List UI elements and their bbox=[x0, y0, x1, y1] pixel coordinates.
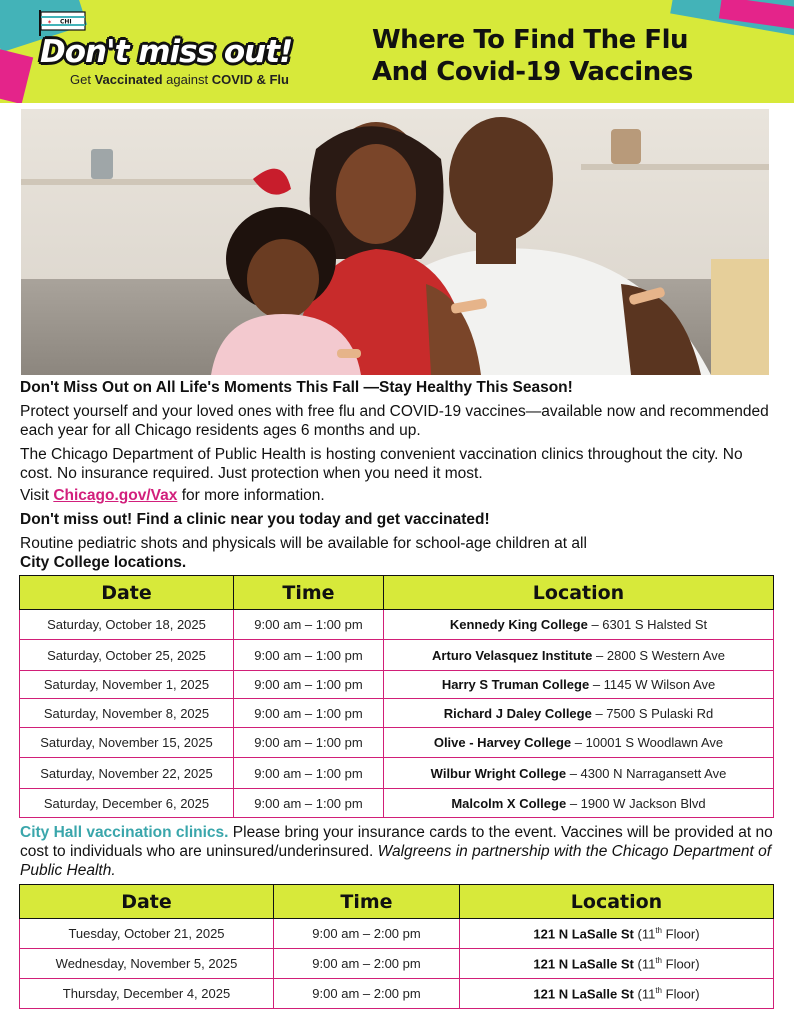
location-name: Richard J Daley College bbox=[443, 705, 592, 721]
location-address: – 4300 N Narragansett Ave bbox=[569, 765, 727, 781]
location-address: – 7500 S Pulaski Rd bbox=[595, 705, 714, 721]
date-cell: Saturday, November 15, 2025 bbox=[20, 728, 234, 758]
location-cell bbox=[384, 789, 774, 818]
date-cell: Tuesday, October 21, 2025 bbox=[20, 919, 274, 949]
campaign-logo bbox=[40, 34, 356, 87]
location-name: Wilbur Wright College bbox=[430, 765, 567, 781]
location-address: – 10001 S Woodlawn Ave bbox=[574, 735, 724, 750]
cta-heading: Don't miss out! Find a clinic near you today and get vaccinated! bbox=[20, 511, 490, 528]
location-cell bbox=[460, 949, 774, 979]
table-row bbox=[20, 699, 774, 728]
svg-text:✶: ✶ bbox=[47, 19, 53, 26]
location-name: Harry S Truman College bbox=[441, 677, 590, 692]
time-cell: 9:00 am – 1:00 pm bbox=[234, 640, 384, 671]
table-row bbox=[20, 949, 774, 979]
city-hall-label: City Hall vaccination clinics. bbox=[20, 824, 229, 841]
time-cell: 9:00 am – 2:00 pm bbox=[274, 949, 460, 979]
intro-heading: Don't Miss Out on All Life's Moments This Fall —Stay Healthy This Season! bbox=[20, 379, 573, 396]
visit-line: Visit Chicago.gov/Vax for more information. bbox=[20, 487, 325, 504]
location-cell bbox=[384, 728, 774, 758]
time-cell: 9:00 am – 2:00 pm bbox=[274, 919, 460, 949]
date-cell: Saturday, November 1, 2025 bbox=[20, 671, 234, 699]
floor-prefix: (11 bbox=[637, 986, 656, 1002]
time-cell: 9:00 am – 1:00 pm bbox=[234, 699, 384, 728]
floor-prefix: (11 bbox=[637, 926, 656, 942]
time-cell: 9:00 am – 1:00 pm bbox=[234, 671, 384, 699]
time-cell: 9:00 am – 1:00 pm bbox=[234, 610, 384, 640]
floor-suffix: Floor) bbox=[665, 986, 700, 1002]
floor-ordinal: th bbox=[655, 925, 662, 935]
time-cell: 9:00 am – 2:00 pm bbox=[274, 979, 460, 1009]
header-banner bbox=[0, 0, 794, 103]
intro-paragraph: The Chicago Department of Public Health is hosting convenient vaccination clinics throughout the city. No cost. No insurance required. Just protection when you need it most. bbox=[20, 446, 743, 482]
column-header-date: Date bbox=[20, 885, 274, 919]
location-cell bbox=[384, 640, 774, 671]
date-cell: Wednesday, November 5, 2025 bbox=[20, 949, 274, 979]
column-header-date: Date bbox=[20, 576, 234, 610]
column-header-location: Location bbox=[460, 885, 774, 919]
table-row bbox=[20, 610, 774, 640]
location-address: – 2800 S Western Ave bbox=[596, 647, 725, 663]
pediatric-note: Routine pediatric shots and physicals will be available for school-age children at all bbox=[20, 535, 587, 552]
column-header-time: Time bbox=[274, 885, 460, 919]
location-cell bbox=[384, 671, 774, 699]
location-name: 121 N LaSalle St bbox=[533, 956, 634, 972]
location-address: – 6301 S Halsted St bbox=[591, 617, 708, 632]
location-name: Kennedy King College bbox=[449, 617, 588, 632]
location-cell bbox=[384, 699, 774, 728]
location-cell bbox=[460, 919, 774, 949]
chicago-flag-icon bbox=[38, 8, 88, 36]
city-college-label: City College locations. bbox=[20, 554, 187, 571]
time-cell: 9:00 am – 1:00 pm bbox=[234, 789, 384, 818]
family-photo bbox=[21, 109, 769, 375]
logo-subtitle: Get Vaccinated against COVID & Flu bbox=[70, 72, 289, 87]
page-title: Where To Find The Flu And Covid-19 Vaccines bbox=[372, 25, 693, 87]
table-row bbox=[20, 671, 774, 699]
table-row bbox=[20, 640, 774, 671]
city-hall-paragraph: City Hall vaccination clinics. Please bring your insurance cards to the event. Vaccines will be provided at no cost to individuals who are uninsured/underinsured. Walgreens in partnership with the Chicago Department of Public Health. bbox=[20, 824, 773, 879]
location-name: 121 N LaSalle St bbox=[533, 926, 634, 942]
table-row bbox=[20, 979, 774, 1009]
location-cell bbox=[384, 610, 774, 640]
date-cell: Saturday, October 25, 2025 bbox=[20, 640, 234, 671]
table-row bbox=[20, 919, 774, 949]
table-row bbox=[20, 789, 774, 818]
decor-shape bbox=[0, 48, 33, 103]
time-cell: 9:00 am – 1:00 pm bbox=[234, 758, 384, 789]
location-cell bbox=[384, 758, 774, 789]
table-row bbox=[20, 758, 774, 789]
column-header-location: Location bbox=[384, 576, 774, 610]
table-header-row bbox=[20, 885, 774, 919]
floor-prefix: (11 bbox=[637, 956, 656, 972]
date-cell: Saturday, November 22, 2025 bbox=[20, 758, 234, 789]
date-cell: Saturday, October 18, 2025 bbox=[20, 610, 234, 640]
floor-ordinal: th bbox=[655, 955, 662, 965]
logo-title: Don't miss out! bbox=[40, 34, 293, 70]
city-college-schedule-table bbox=[19, 575, 774, 818]
column-header-time: Time bbox=[234, 576, 384, 610]
floor-suffix: Floor) bbox=[665, 956, 700, 972]
location-name: Malcolm X College bbox=[451, 795, 567, 811]
location-cell bbox=[460, 979, 774, 1009]
location-address: – 1145 W Wilson Ave bbox=[592, 677, 716, 692]
date-cell: Thursday, December 4, 2025 bbox=[20, 979, 274, 1009]
city-hall-schedule-table bbox=[19, 884, 774, 1009]
table-header-row bbox=[20, 576, 774, 610]
date-cell: Saturday, November 8, 2025 bbox=[20, 699, 234, 728]
location-address: – 1900 W Jackson Blvd bbox=[569, 795, 706, 811]
location-name: 121 N LaSalle St bbox=[533, 986, 634, 1002]
intro-paragraph: Protect yourself and your loved ones with free flu and COVID-19 vaccines—available now and recommended each year for all Chicago residents ages 6 months and up. bbox=[20, 403, 769, 439]
location-name: Olive - Harvey College bbox=[433, 735, 572, 750]
date-cell: Saturday, December 6, 2025 bbox=[20, 789, 234, 818]
floor-ordinal: th bbox=[655, 985, 662, 995]
floor-suffix: Floor) bbox=[665, 926, 700, 942]
svg-text:CHI: CHI bbox=[60, 18, 72, 26]
vax-link[interactable]: Chicago.gov/Vax bbox=[53, 487, 178, 504]
table-row bbox=[20, 728, 774, 758]
location-name: Arturo Velasquez Institute bbox=[432, 647, 593, 663]
time-cell: 9:00 am – 1:00 pm bbox=[234, 728, 384, 758]
